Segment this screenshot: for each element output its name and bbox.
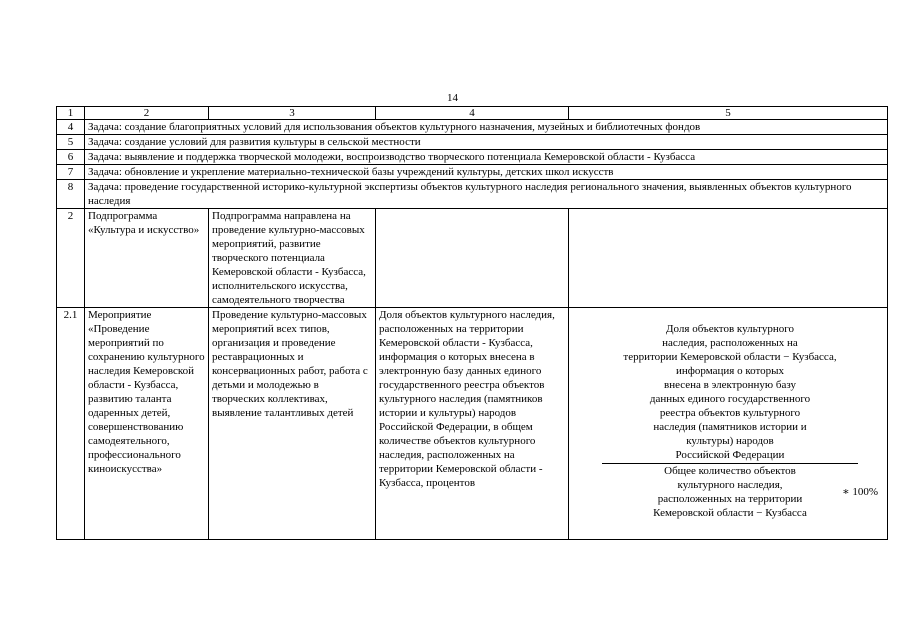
task-row: [57, 180, 888, 209]
task-number: 4: [57, 120, 85, 135]
task-row: [57, 120, 888, 135]
denominator-line: Кемеровской области − Кузбасса: [653, 507, 807, 519]
task-text: Задача: создание благоприятных условий для использования объектов культурного назначения, музейных и библиотечных фондов: [85, 120, 888, 135]
denominator-line: культурного наследия,: [677, 479, 783, 491]
subprogram-row: [57, 209, 888, 308]
subprogram-name: Подпрограмма «Культура и искусство»: [85, 209, 209, 308]
formula-fraction: [602, 322, 858, 520]
task-text: Задача: обновление и укрепление материально-технической базы учреждений культуры, детских школ искусств: [85, 165, 888, 180]
empty-cell: [569, 209, 888, 308]
activity-name: Мероприятие «Проведение мероприятий по сохранению культурного наследия Кемеровской области - Кузбасса, развитию таланта одаренных детей, совершенствованию самодеятельного, профессионального киноискусства»: [85, 308, 209, 540]
numerator-line: внесена в электронную базу: [664, 379, 796, 391]
page-number: 14: [447, 92, 458, 104]
formula-denominator: [602, 464, 858, 520]
header-cell: 1: [57, 107, 85, 120]
formula-multiplier: ∗ 100%: [842, 486, 878, 498]
empty-cell: [376, 209, 569, 308]
indicator-name: Доля объектов культурного наследия, расположенных на территории Кемеровской области - Кузбасса, информация о которых внесена в электронную базу данных единого государственного реестра объектов культурного наследия (памятников истории и культуры) народов Российской Федерации, в общем количестве объектов культурного наследия, расположенных на территории Кемеровской области - Кузбасса, процентов: [376, 308, 569, 540]
activity-description: Проведение культурно-массовых мероприятий всех типов, организация и проведение реставрационных и консервационных работ, работа с детьми и молодежью в творческих коллективах, выявление талантливых детей: [209, 308, 376, 540]
task-row: [57, 150, 888, 165]
subprogram-description: Подпрограмма направлена на проведение культурно-массовых мероприятий, развитие творческого потенциала Кемеровской области - Кузбасса, исполнительского искусства, самодеятельного творчества: [209, 209, 376, 308]
numerator-line: культуры) народов: [686, 435, 774, 447]
denominator-line: Общее количество объектов: [664, 465, 796, 477]
header-cell: 2: [85, 107, 209, 120]
numerator-line: реестра объектов культурного: [659, 407, 801, 419]
numerator-line: территории Кемеровской области − Кузбасса,: [623, 351, 837, 363]
denominator-line: расположенных на территории: [657, 493, 803, 505]
numerator-line: Доля объектов культурного: [666, 323, 794, 335]
task-row: [57, 165, 888, 180]
calculation-formula: [572, 322, 884, 520]
numerator-line: Российской Федерации: [675, 449, 785, 461]
task-text: Задача: создание условий для развития культуры в сельской местности: [85, 135, 888, 150]
task-number: 5: [57, 135, 85, 150]
task-text: Задача: выявление и поддержка творческой молодежи, воспроизводство творческого потенциала Кемеровской области - Кузбасса: [85, 150, 888, 165]
task-text: Задача: проведение государственной историко-культурной экспертизы объектов культурного наследия регионального значения, выявленных объектов культурного наследия: [85, 180, 888, 209]
task-row: [57, 135, 888, 150]
task-number: 6: [57, 150, 85, 165]
activity-row: [57, 308, 888, 540]
task-number: 7: [57, 165, 85, 180]
numerator-line: данных единого государственного: [649, 393, 811, 405]
numerator-line: наследия (памятников истории и: [653, 421, 807, 433]
formula-cell: [569, 308, 888, 540]
header-row: [57, 107, 888, 120]
numerator-line: информация о которых: [675, 365, 785, 377]
header-cell: 5: [569, 107, 888, 120]
task-number: 8: [57, 180, 85, 209]
header-cell: 4: [376, 107, 569, 120]
program-table: [56, 106, 888, 540]
header-cell: 3: [209, 107, 376, 120]
row-number: 2.1: [57, 308, 85, 540]
formula-numerator: [602, 322, 858, 462]
numerator-line: наследия, расположенных на: [662, 337, 798, 349]
row-number: 2: [57, 209, 85, 308]
